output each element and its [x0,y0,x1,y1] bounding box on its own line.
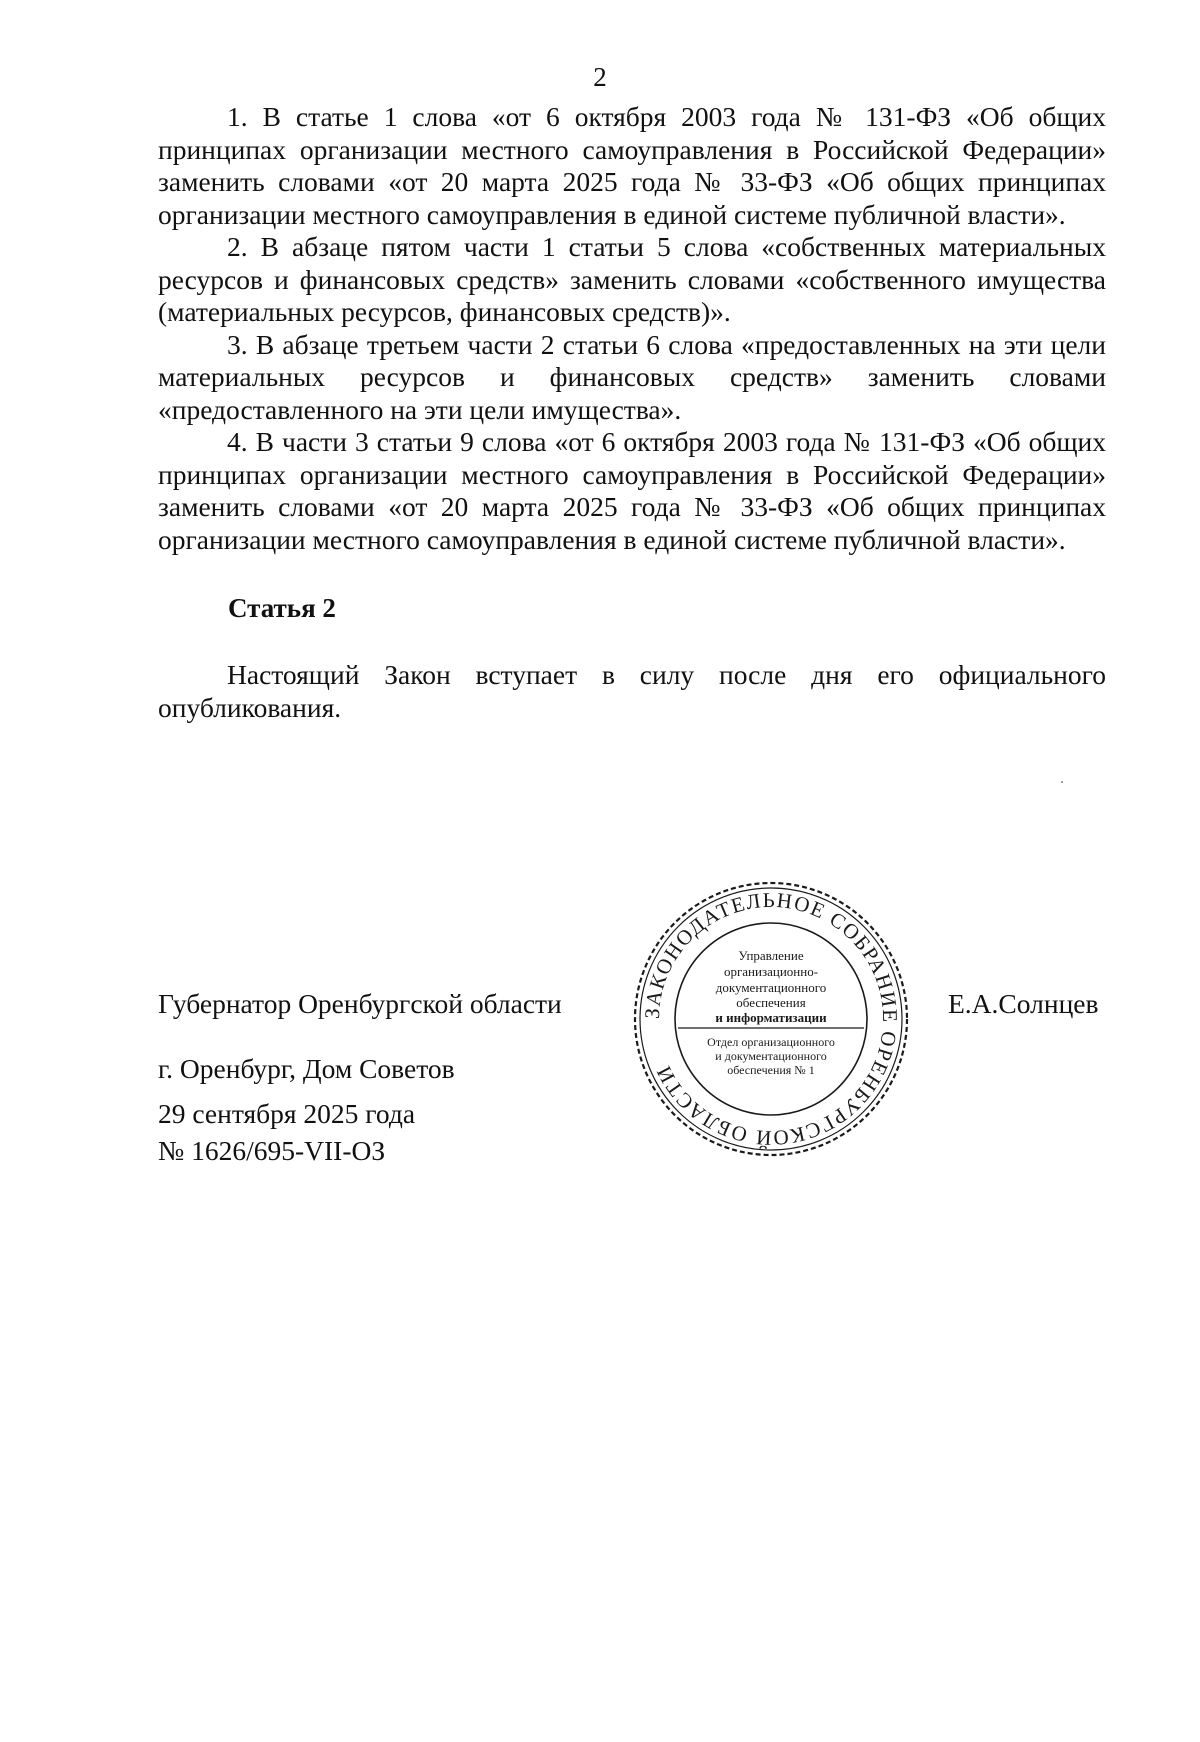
seal-inner-line-3: документационного [715,980,827,995]
seal-inner-line-4: обеспечения [736,995,806,1010]
seal-inner-line-2: организационно- [723,964,819,979]
signing-date: 29 сентября 2025 года [158,1098,416,1129]
seal-bottom-line-3: обеспечения № 1 [727,1063,815,1077]
governor-name: Е.А.Солнцев [948,988,1099,1019]
paragraph-4: 4. В части 3 статьи 9 слова «от 6 октября 2003 года № 131-ФЗ «Об общих принципах организации местного самоуправления в Российской Федерации» заменить словами «от 20 марта 2025 года № 33-ФЗ «Об общих принципах организации местного самоуправления в единой системе публичной власти». [158,426,1106,555]
seal-inner-line-5: и информатизации [715,1010,827,1025]
seal-bottom-line-1: Отдел организационного [707,1035,835,1049]
scan-speck [1061,781,1063,783]
paragraph-3: 3. В абзаце третьем части 2 статьи 6 слова «предоставленных на эти цели материальных ресурсов и финансовых средств» заменить словами «предоставленного на эти цели имущества». [158,328,1106,425]
paragraph-1: 1. В статье 1 слова «от 6 октября 2003 года № 131-ФЗ «Об общих принципах организации местного самоуправления в Российской Федерации» заменить словами «от 20 марта 2025 года № 33-ФЗ «Об общих принципах организации местного самоуправления в единой системе публичной власти». [158,101,1106,230]
law-number: № 1626/695-VII-ОЗ [158,1135,386,1166]
paragraph-2: 2. В абзаце пятом части 1 статьи 5 слова «собственных материальных ресурсов и финансовых средств» заменить словами «собственного имущества (материальных ресурсов, финансовых средств)». [158,231,1106,327]
governor-title: Губернатор Оренбургской области [158,988,562,1019]
page-number: 2 [593,62,607,92]
signing-place: г. Оренбург, Дом Советов [158,1053,455,1084]
seal-inner-line-1: Управление [738,948,804,963]
article-2-text: Настоящий Закон вступает в силу после дня его официального опубликования. [158,659,1106,723]
seal-bottom-line-2: и документационного [715,1049,827,1063]
official-seal [632,880,910,1158]
article-2-body [158,659,1106,724]
amendments-body [158,101,1106,556]
article-2-heading: Статья 2 [228,593,336,623]
seal-ring-text: ЗАКОНОДАТЕЛЬНОЕ СОБРАНИЕ ОРЕНБУРГСКОЙ ОБЛАСТИ [639,887,903,1151]
